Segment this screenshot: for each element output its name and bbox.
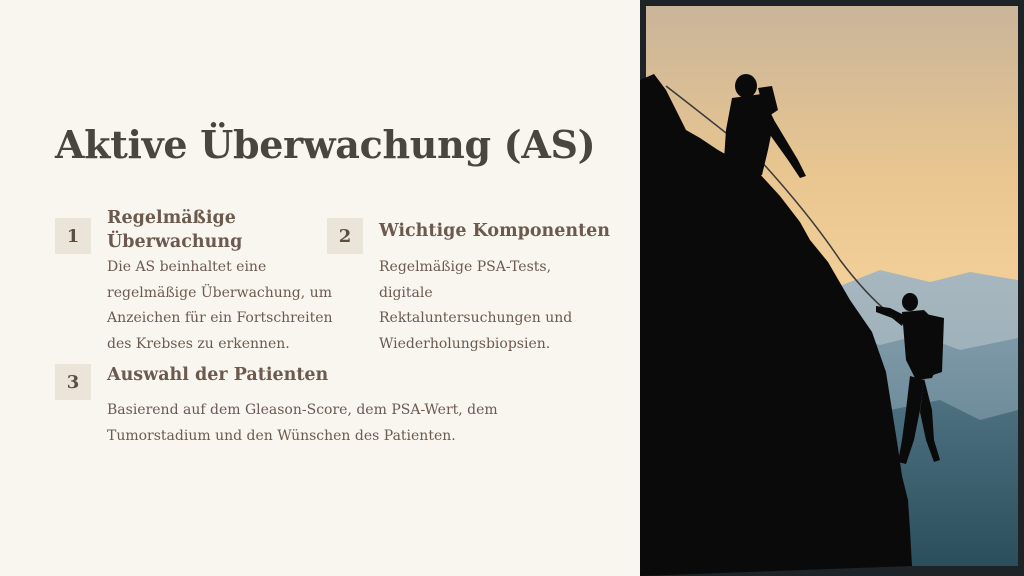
item-heading-2: Wichtige Komponenten: [379, 221, 611, 241]
item-number-badge-1: 1: [55, 218, 91, 254]
item-text-1: Die AS beinhaltet eine regelmäßige Überwachung, um Anzeichen für ein Fortschreiten des Krebses zu erkennen.: [107, 259, 333, 352]
item-text-3: Basierend auf dem Gleason-Score, dem PSA-Wert, dem Tumorstadium und den Wünschen des Patienten.: [107, 402, 498, 444]
climbers-illustration: [640, 0, 1024, 576]
item-number-badge-3: 3: [55, 364, 91, 400]
climbers-silhouette-photo: [640, 0, 1024, 576]
item-heading-1: Regelmäßige Überwachung: [107, 208, 243, 252]
slide-title: Aktive Überwachung (AS): [55, 122, 596, 167]
item-text-2: Regelmäßige PSA-Tests, digitale Rektaluntersuchungen und Wiederholungsbiopsien.: [379, 259, 573, 352]
item-heading-3: Auswahl der Patienten: [107, 365, 329, 385]
item-number-badge-2: 2: [327, 218, 363, 254]
